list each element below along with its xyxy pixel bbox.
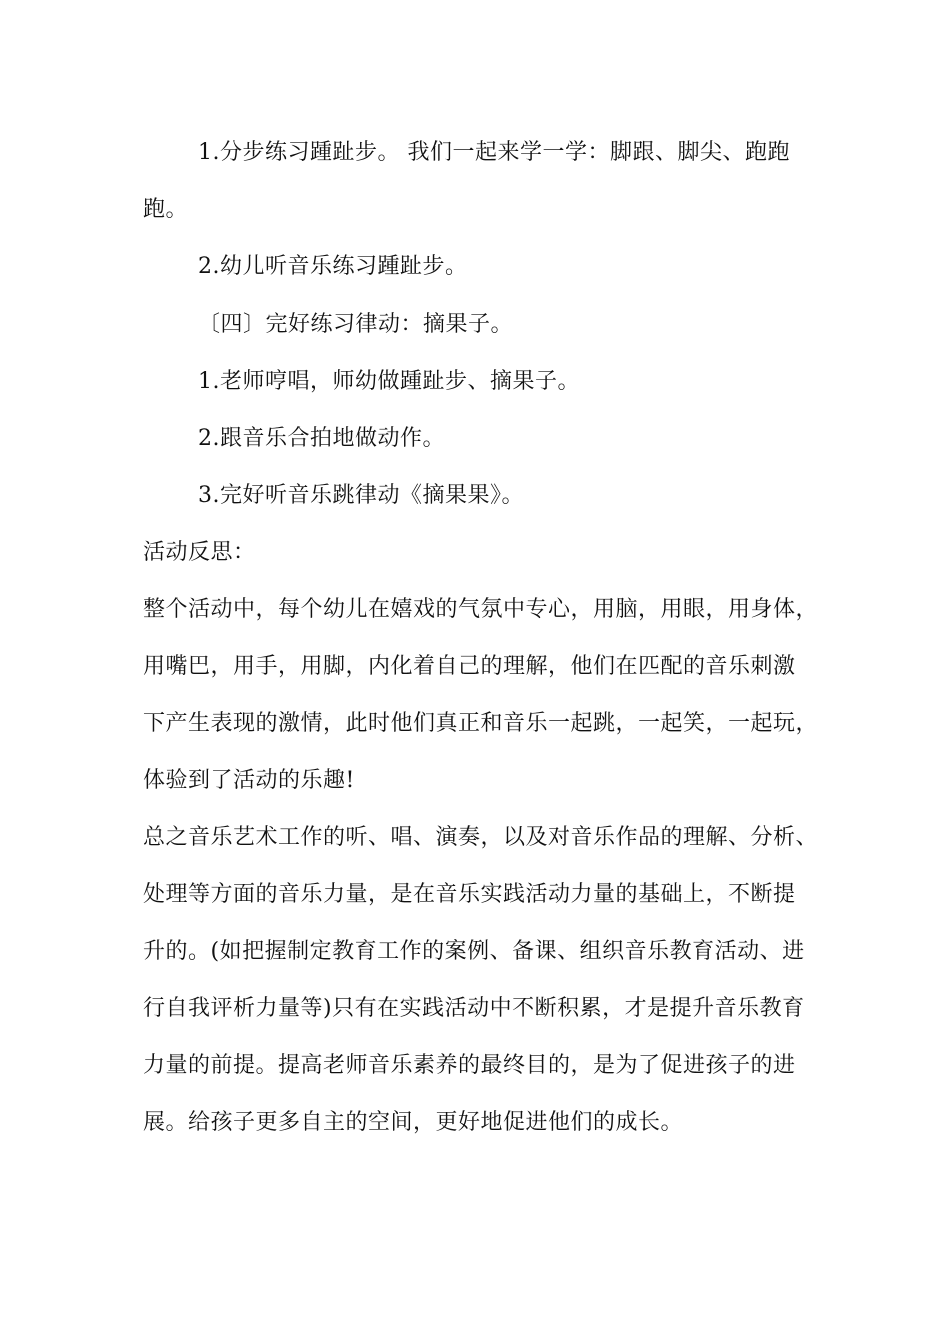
reflection-paragraph-line: 整个活动中，每个幼儿在嬉戏的气氛中专心，用脑，用眼，用身体，: [143, 597, 819, 622]
summary-paragraph-line: 处理等方面的音乐力量，是在音乐实践活动力量的基础上，不断提: [143, 882, 796, 907]
section-4-step-2: 2.跟音乐合拍地做动作。: [198, 426, 445, 451]
step-2-line: 2.幼儿听音乐练习踵趾步。: [198, 254, 468, 279]
reflection-paragraph-line: 体验到了活动的乐趣!: [143, 768, 355, 793]
summary-paragraph-line: 升的。(如把握制定教育工作的案例、备课、组织音乐教育活动、进: [143, 939, 805, 964]
reflection-heading: 活动反思：: [143, 540, 256, 565]
summary-paragraph-line: 展。给孩子更多自主的空间，更好地促进他们的成长。: [143, 1110, 684, 1135]
summary-paragraph-line: 力量的前提。提高老师音乐素养的最终目的，是为了促进孩子的进: [143, 1053, 796, 1078]
reflection-paragraph-line: 下产生表现的激情，此时他们真正和音乐一起跳，一起笑，一起玩，: [143, 711, 819, 736]
summary-paragraph-line: 行自我评析力量等)只有在实践活动中不断积累，才是提升音乐教育: [143, 996, 805, 1021]
step-1-continuation: 跑。: [143, 197, 189, 222]
reflection-paragraph-line: 用嘴巴，用手，用脚，内化着自己的理解，他们在匹配的音乐刺激: [143, 654, 796, 679]
section-4-step-3: 3.完好听音乐跳律动《摘果果》。: [198, 483, 524, 508]
section-4-step-1: 1.老师哼唱，师幼做踵趾步、摘果子。: [198, 369, 580, 394]
section-4-heading: 〔四〕完好练习律动：摘果子。: [198, 312, 514, 337]
summary-paragraph-line: 总之音乐艺术工作的听、唱、演奏，以及对音乐作品的理解、分析、: [143, 825, 819, 850]
step-1-line: 1.分步练习踵趾步。 我们一起来学一学：脚跟、脚尖、跑跑: [198, 140, 790, 165]
